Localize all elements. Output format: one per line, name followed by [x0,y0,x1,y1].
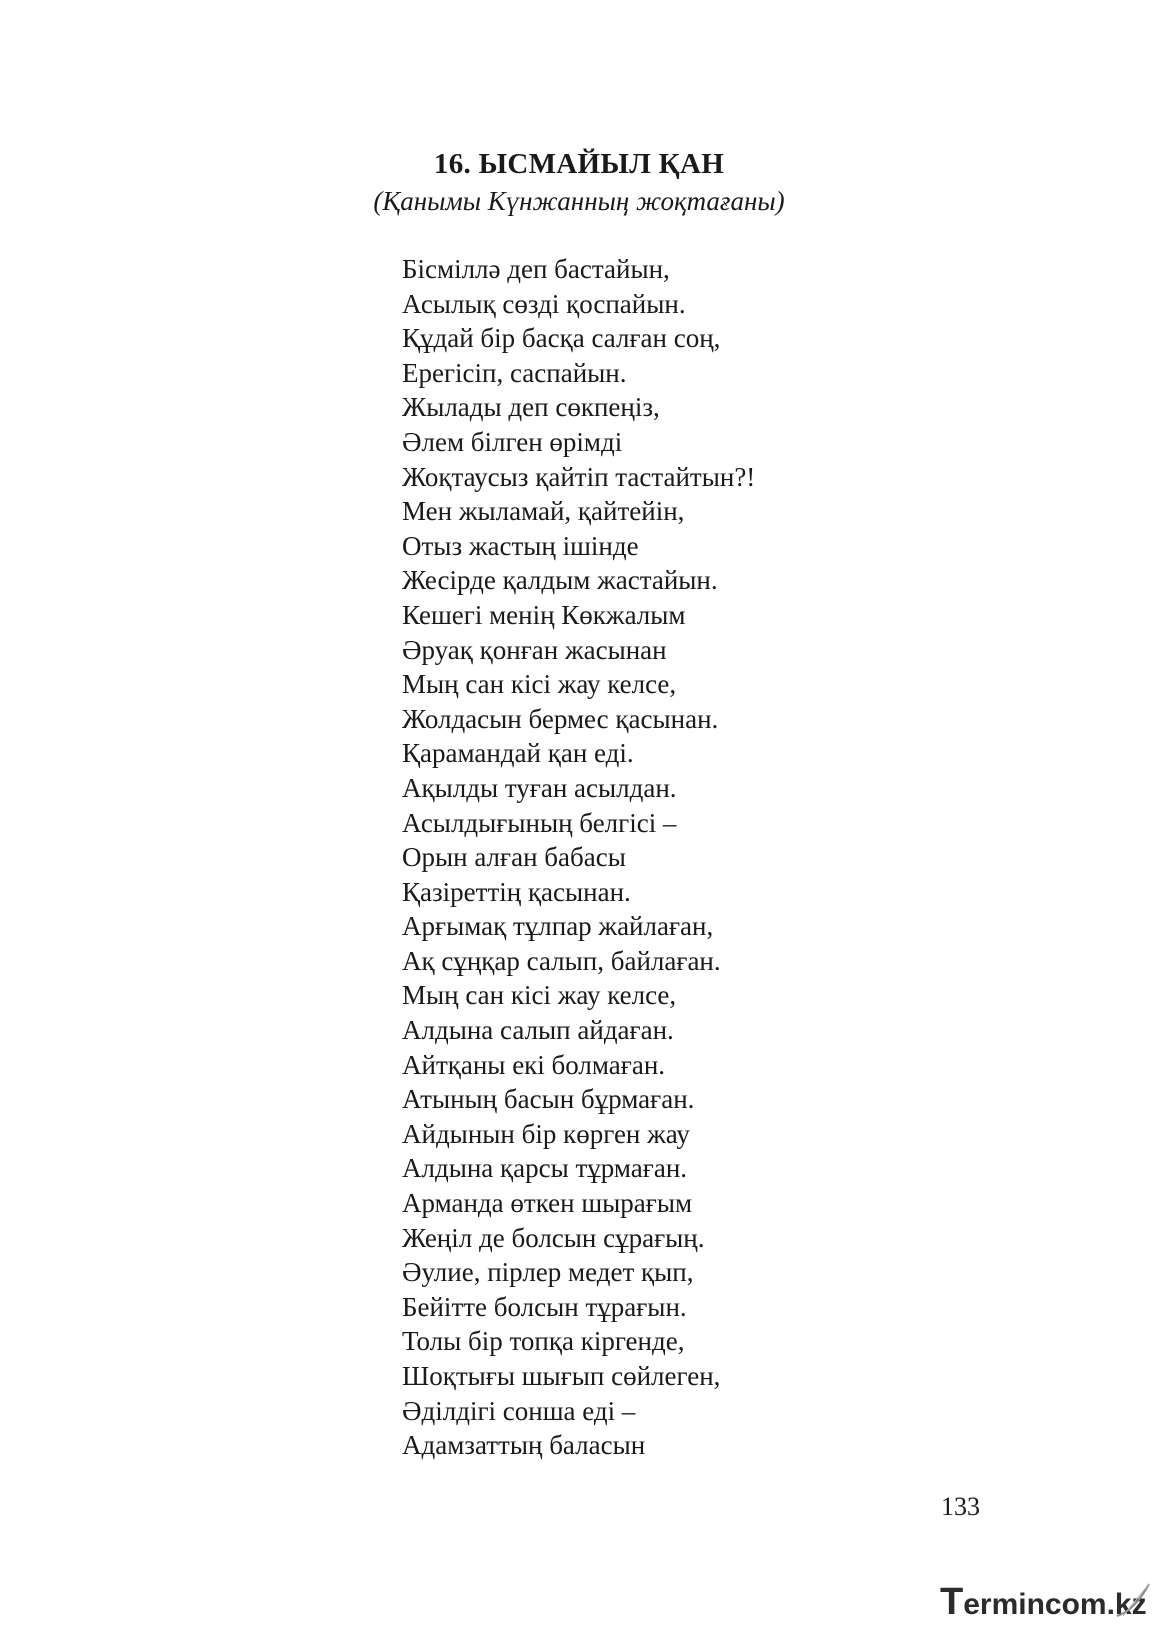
poem-line: Қазіреттің қасынан. [402,876,631,907]
poem-line: Кешегі менің Көкжалым [402,599,686,630]
poem-line: Айдынын бір көрген жау [402,1118,690,1149]
poem-line: Асылдығының белгісі – [402,807,677,838]
poem-line: Арманда өткен шырағым [402,1188,693,1219]
poem-line: Орын алған бабасы [402,842,626,873]
poem-line: Жесірде қалдым жастайын. [402,565,718,596]
watermark-logo [940,1580,1147,1624]
poem-line: Құдай бір басқа салған соң, [402,323,721,354]
poem-line: Жеңіл де болсын сұрағың. [402,1222,705,1253]
poem-line: Жолдасын бермес қасынан. [402,703,719,734]
poem-line: Жоқтаусыз қайтіп тастайтын?! [402,461,756,492]
poem-line: Арғымақ тұлпар жайлаған, [402,911,714,942]
page-number: 133 [941,1492,980,1521]
poem-line: Әруақ қонған жасынан [402,634,667,665]
logo-swoosh-icon [1113,1580,1153,1620]
watermark-text: Termincom.kz [940,1581,1147,1623]
poem-line: Атының басын бұрмаған. [402,1084,695,1115]
poem-line: Алдына салып айдаған. [402,1015,674,1046]
poem-body [402,252,755,1463]
poem-line: Қарамандай қан еді. [402,738,634,769]
poem-line: Мың сан кісі жау келсе, [402,669,677,700]
poem-line: Айтқаны екі болмаған. [402,1049,666,1080]
poem-line: Жылады деп сөкпеңіз, [402,392,660,423]
poem-line: Шоқтығы шығып сөйлеген, [402,1361,721,1391]
poem-line: Ерегісіп, саспайын. [402,357,627,388]
poem-line: Отыз жастың ішінде [402,530,639,561]
poem-line: Алдына қарсы тұрмаған. [402,1153,688,1184]
poem-line: Әлем білген өрімді [402,426,623,457]
poem-line: Әділдігі сонша еді – [402,1395,636,1426]
poem-line: Ақылды туған асылдан. [402,772,677,803]
poem-line: Әулие, пірлер медет қып, [402,1257,694,1288]
poem-subtitle: (Қанымы Күнжанның жоқтағаны) [373,186,785,216]
poem-line: Толы бір топқа кіргенде, [402,1326,685,1357]
poem-line: Мен жыламай, қайтейін, [402,496,685,527]
poem-title: 16. ЫСМАЙЫЛ ҚАН [433,148,725,180]
poem-line: Бісміллә деп бастайын, [402,254,670,284]
poem-line: Асылық сөзді қоспайын. [402,288,686,319]
poem-line: Адамзаттың баласын [402,1430,646,1461]
poem-line: Бейітте болсын тұрағын. [402,1291,687,1322]
poem-line: Мың сан кісі жау келсе, [402,980,677,1011]
poem-line: Ақ сұңқар салып, байлаған. [402,945,721,976]
